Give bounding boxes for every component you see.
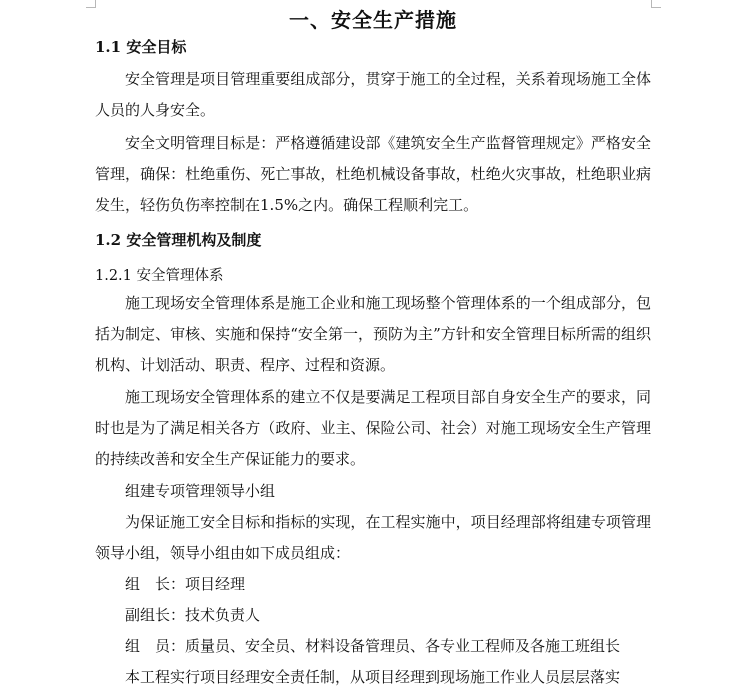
responsibility-line: 本工程实行项目经理安全责任制，从项目经理到现场施工作业人员层层落实 <box>125 668 621 686</box>
section-1-2-1-heading: 1.2.1 安全管理体系 <box>95 268 224 284</box>
group-title: 组建专项管理领导小组 <box>125 482 276 500</box>
group-paragraph: 为保证施工安全目标和指标的实现，在工程实施中，项目经理部将组建专项管理领导小组，领导小组由如下成员组成： <box>95 513 651 562</box>
page-corner-mark-right-h <box>651 7 661 8</box>
section-1-2-1-paragraph-2: 施工现场安全管理体系的建立不仅是要满足工程项目部自身安全生产的要求，同时也是为了满足相关各方（政府、业主、保险公司、社会）对施工现场安全生产管理的持续改善和安全生产保证能力的要求。 <box>95 388 651 468</box>
member-deputy: 副组长：技术负责人 <box>125 606 261 624</box>
section-1-2-1-paragraph-1: 施工现场安全管理体系是施工企业和施工现场整个管理体系的一个组成部分，包括为制定、审核、实施和保持“安全第一，预防为主”方针和安全管理目标所需的组织机构、计划活动、职责、程序、过程和资源。 <box>95 294 651 374</box>
member-staff: 组 员：质量员、安全员、材料设备管理员、各专业工程师及各施工班组长 <box>125 637 621 655</box>
member-leader: 组 长：项目经理 <box>125 575 246 593</box>
document-title: 一、安全生产措施 <box>289 8 457 32</box>
section-1-1-paragraph-1: 安全管理是项目管理重要组成部分，贯穿于施工的全过程，关系着现场施工全体人员的人身安全。 <box>95 70 651 119</box>
section-1-1-paragraph-2: 安全文明管理目标是：严格遵循建设部《建筑安全生产监督管理规定》严格安全管理，确保：杜绝重伤、死亡事故，杜绝机械设备事故，杜绝火灾事故，杜绝职业病发生，轻伤负伤率控制在1.5%之内。确保工程顺利完工。 <box>95 134 651 214</box>
section-1-1-heading: 1.1 安全目标 <box>95 38 187 56</box>
section-1-2-heading: 1.2 安全管理机构及制度 <box>95 231 262 249</box>
